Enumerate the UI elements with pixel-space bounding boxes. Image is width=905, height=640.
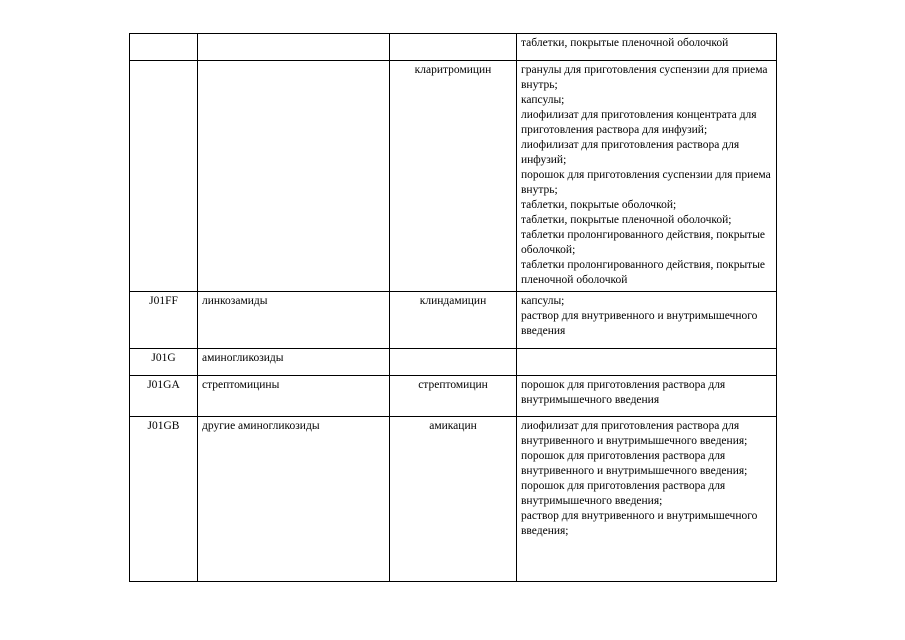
atc-code-cell: J01G <box>130 349 198 376</box>
dosage-form-line: лиофилизат для приготовления раствора для внутривенного и внутримышечного введения; <box>521 420 748 447</box>
dosage-forms-cell <box>517 61 777 292</box>
table-row <box>130 34 777 61</box>
table-row <box>130 61 777 292</box>
group-name-cell <box>198 34 390 61</box>
inn-cell: амикацин <box>390 417 517 582</box>
dosage-form-line: порошок для приготовления раствора для внутримышечного введения <box>521 379 726 406</box>
dosage-form-line: таблетки, покрытые пленочной оболочкой <box>521 37 729 49</box>
table-row <box>130 376 777 417</box>
dosage-form-line: лиофилизат для приготовления концентрата для приготовления раствора для инфузий; <box>521 109 757 136</box>
table-row <box>130 417 777 582</box>
atc-code-cell: J01GA <box>130 376 198 417</box>
inn-cell <box>390 349 517 376</box>
group-name-cell <box>198 61 390 292</box>
group-name-cell: аминогликозиды <box>198 349 390 376</box>
dosage-form-line: порошок для приготовления суспензии для приема внутрь; <box>521 169 771 196</box>
dosage-forms-cell <box>517 292 777 349</box>
table-row <box>130 292 777 349</box>
dosage-forms-cell <box>517 349 777 376</box>
atc-code-cell: J01GB <box>130 417 198 582</box>
dosage-forms-cell <box>517 376 777 417</box>
group-name-cell: линкозамиды <box>198 292 390 349</box>
dosage-form-line: порошок для приготовления раствора для внутривенного и внутримышечного введения; <box>521 450 748 477</box>
dosage-form-line: таблетки пролонгированного действия, покрытые оболочкой; <box>521 229 766 256</box>
group-name-cell: другие аминогликозиды <box>198 417 390 582</box>
dosage-form-line: раствор для внутривенного и внутримышечного введения <box>521 310 758 337</box>
dosage-form-line: капсулы; <box>521 94 565 106</box>
atc-code-cell <box>130 34 198 61</box>
dosage-form-line: капсулы; <box>521 295 565 307</box>
dosage-forms-cell <box>517 34 777 61</box>
dosage-form-line: таблетки, покрытые оболочкой; <box>521 199 677 211</box>
dosage-form-line: порошок для приготовления раствора для внутримышечного введения; <box>521 480 726 507</box>
dosage-form-line: таблетки, покрытые пленочной оболочкой; <box>521 214 732 226</box>
atc-code-cell: J01FF <box>130 292 198 349</box>
dosage-form-line: лиофилизат для приготовления раствора для инфузий; <box>521 139 740 166</box>
inn-cell: кларитромицин <box>390 61 517 292</box>
group-name-cell: стрептомицины <box>198 376 390 417</box>
dosage-forms-cell <box>517 417 777 582</box>
dosage-form-line: раствор для внутривенного и внутримышечного введения; <box>521 510 758 537</box>
drug-table <box>129 33 777 582</box>
inn-cell: стрептомицин <box>390 376 517 417</box>
table-row <box>130 349 777 376</box>
dosage-form-line: таблетки пролонгированного действия, покрытые пленочной оболочкой <box>521 259 766 286</box>
inn-cell <box>390 34 517 61</box>
inn-cell: клиндамицин <box>390 292 517 349</box>
atc-code-cell <box>130 61 198 292</box>
dosage-form-line: гранулы для приготовления суспензии для приема внутрь; <box>521 64 768 91</box>
